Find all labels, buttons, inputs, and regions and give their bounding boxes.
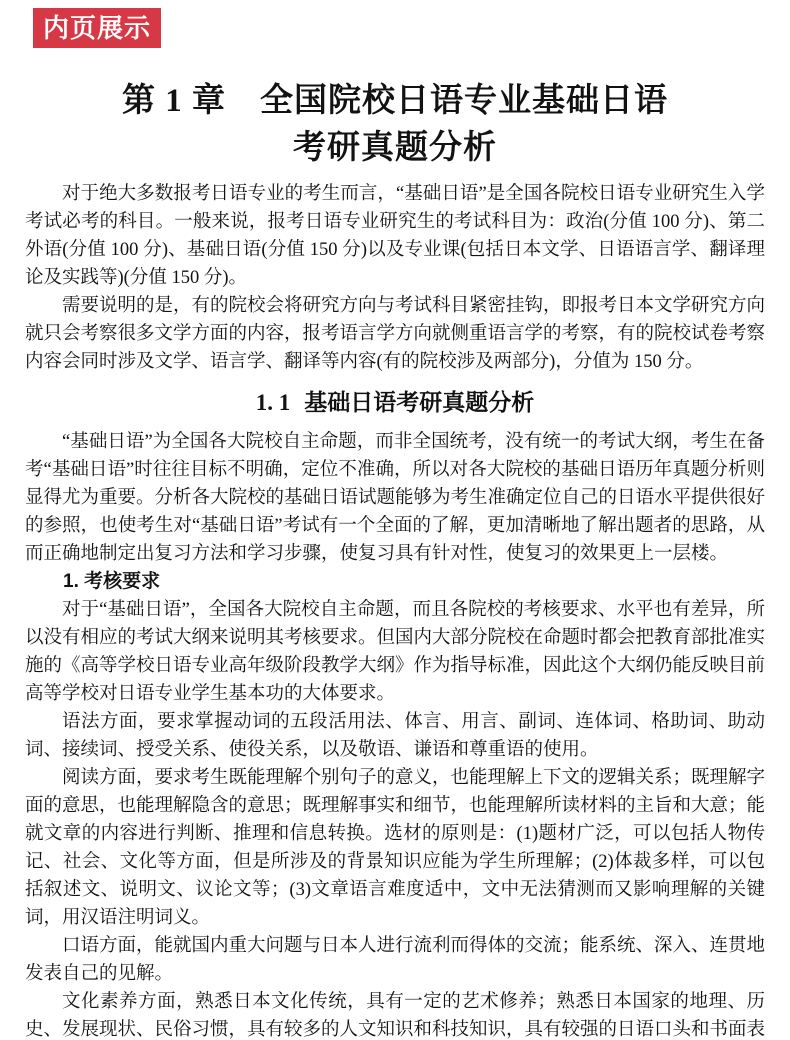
paragraph-reading: 阅读方面，要求考生既能理解个别句子的意义，也能理解上下文的逻辑关系；既理解字面的意思，也能理解隐含的意思；既理解事实和细节，也能理解所读材料的主旨和大意；能就文章的内容进行判断、推理和信息转换。选材的原则是：(1)题材广泛，可以包括人物传记、社会、文化等方面，但是所涉及的背景知识应能为学生所理解；(2)体裁多样，可以包括叙述文、说明文、议论文等；(3)文章语言难度适中，文中无法猜测而又影响理解的关键词，用汉语注明词义。 [25,768,766,928]
paragraph-intro-2: 需要说明的是，有的院校会将研究方向与考试科目紧密挂钩，即报考日本文学研究方向就只会考察很多文学方面的内容，报考语言学方向就侧重语言学的考察，有的院校试卷考察内容会同时涉及文学、语言学、翻译等内容(有的院校涉及两部分)，分值为 150 分。 [25,296,766,372]
paragraph-assessment: 对于“基础日语”，全国各大院校自主命题，而且各院校的考核要求、水平也有差异，所以没有相应的考试大纲来说明其考核要求。但国内大部分院校在命题时都会把教育部批准实施的《高等学校日语专业高年级阶段教学大纲》作为指导标准，因此这个大纲仍能反映目前高等学校对日语专业学生基本功的大体要求。 [25,600,766,704]
chapter-title [25,78,765,172]
chapter-title-line2: 考研真题分析 [293,130,497,166]
section-heading [25,388,765,418]
subsection-heading: 1. 考核要求 [63,571,161,592]
paragraph-section-intro: “基础日语”为全国各大院校自主命题，而非全国统考，没有统一的考试大纲，考生在备考“基础日语”时往往目标不明确，定位不准确，所以对各大院校的基础日语历年真题分析则显得尤为重要。分析各大院校的基础日语试题能够为考生准确定位自己的日语水平提供很好的参照，也使考生对“基础日语”考试有一个全面的了解，更加清晰地了解出题者的思路，从而正确地制定出复习方法和学习步骤，使复习具有针对性，使复习的效果更上一层楼。 [25,432,766,564]
paragraph-intro-1: 对于绝大多数报考日语专业的考生而言，“基础日语”是全国各院校日语专业研究生入学考试必考的科目。一般来说，报考日语专业研究生的考试科目为：政治(分值 100 分)、第二外语(分值 100 分)、基础日语(分值 150 分)以及专业课(包括日本文学、日语语言学、翻译理论及实践等)(分值 150 分)。 [25,184,765,288]
section-title: 基础日语考研真题分析 [304,390,535,415]
section-number: 1. 1 [255,390,291,415]
paragraph-grammar: 语法方面，要求掌握动词的五段活用法、体言、用言、副词、连体词、格助词、助动词、接续词、授受关系、使役关系，以及敬语、谦语和尊重语的使用。 [25,712,765,760]
inner-page-badge: 内页展示 [33,8,161,48]
paragraph-culture: 文化素养方面，熟悉日本文化传统，具有一定的艺术修养；熟悉日本国家的地理、历史、发展现状、民俗习惯，具有较多的人文知识和科技知识，具有较强的日语口头和书面表 [25,992,766,1040]
paragraph-speaking: 口语方面，能就国内重大问题与日本人进行流利而得体的交流；能系统、深入、连贯地发表自己的见解。 [25,936,766,984]
chapter-title-line1: 第 1 章 全国院校日语专业基础日语 [122,83,668,119]
page-content [0,78,790,1040]
